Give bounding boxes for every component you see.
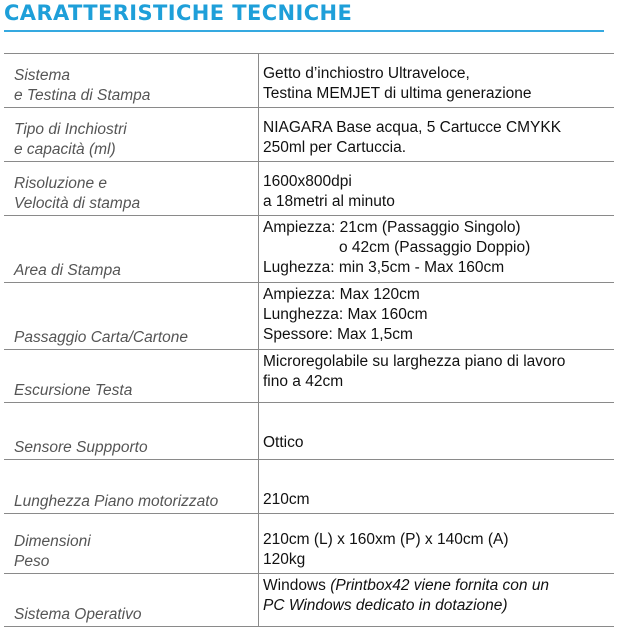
os-note-continued: PC Windows dedicato in dotazione) bbox=[263, 597, 508, 614]
spec-row-escursione bbox=[4, 350, 614, 403]
spec-row-sistema-operativo bbox=[4, 574, 614, 627]
spec-label: Sensore Suppporto bbox=[4, 403, 259, 460]
spec-value: Ampiezza: 21cm (Passaggio Singolo) o 42cm (Passaggio Doppio) Lughezza: min 3,5cm - Max 160cm bbox=[259, 216, 615, 283]
os-name: Windows bbox=[263, 577, 326, 594]
page-title: CARATTERISTICHE TECNICHE bbox=[4, 1, 353, 25]
spec-row-inchiostri bbox=[4, 108, 614, 162]
spec-row-piano bbox=[4, 460, 614, 514]
spec-value bbox=[259, 574, 615, 627]
spec-row-area-stampa bbox=[4, 216, 614, 283]
spec-label: Risoluzione e Velocità di stampa bbox=[4, 162, 259, 216]
spec-label: Dimensioni Peso bbox=[4, 514, 259, 574]
spec-label: Area di Stampa bbox=[4, 216, 259, 283]
spec-label: Sistema e Testina di Stampa bbox=[4, 54, 259, 108]
spec-value: Microregolabile su larghezza piano di lavoro fino a 42cm bbox=[259, 350, 615, 403]
spec-row-passaggio bbox=[4, 283, 614, 350]
spec-row-sensore bbox=[4, 403, 614, 460]
spec-label: Sistema Operativo bbox=[4, 574, 259, 627]
spec-value: Ampiezza: Max 120cm Lunghezza: Max 160cm Spessore: Max 1,5cm bbox=[259, 283, 615, 350]
spec-value: NIAGARA Base acqua, 5 Cartucce CMYKK 250ml per Cartuccia. bbox=[259, 108, 615, 162]
spec-label: Tipo di Inchiostri e capacità (ml) bbox=[4, 108, 259, 162]
spec-value: 210cm bbox=[259, 460, 615, 514]
spec-label: Passaggio Carta/Cartone bbox=[4, 283, 259, 350]
spec-label: Escursione Testa bbox=[4, 350, 259, 403]
spec-value: 210cm (L) x 160xm (P) x 140cm (A) 120kg bbox=[259, 514, 615, 574]
spec-row-sistema bbox=[4, 54, 614, 108]
spec-label: Lunghezza Piano motorizzato bbox=[4, 460, 259, 514]
os-note: (Printbox42 viene fornita con un bbox=[330, 577, 550, 594]
spec-row-dimensioni bbox=[4, 514, 614, 574]
title-underline bbox=[4, 30, 604, 32]
spec-value: 1600x800dpi a 18metri al minuto bbox=[259, 162, 615, 216]
specs-table bbox=[4, 53, 614, 627]
spec-value: Ottico bbox=[259, 403, 615, 460]
spec-value: Getto d’inchiostro Ultraveloce, Testina MEMJET di ultima generazione bbox=[259, 54, 615, 108]
spec-row-risoluzione bbox=[4, 162, 614, 216]
